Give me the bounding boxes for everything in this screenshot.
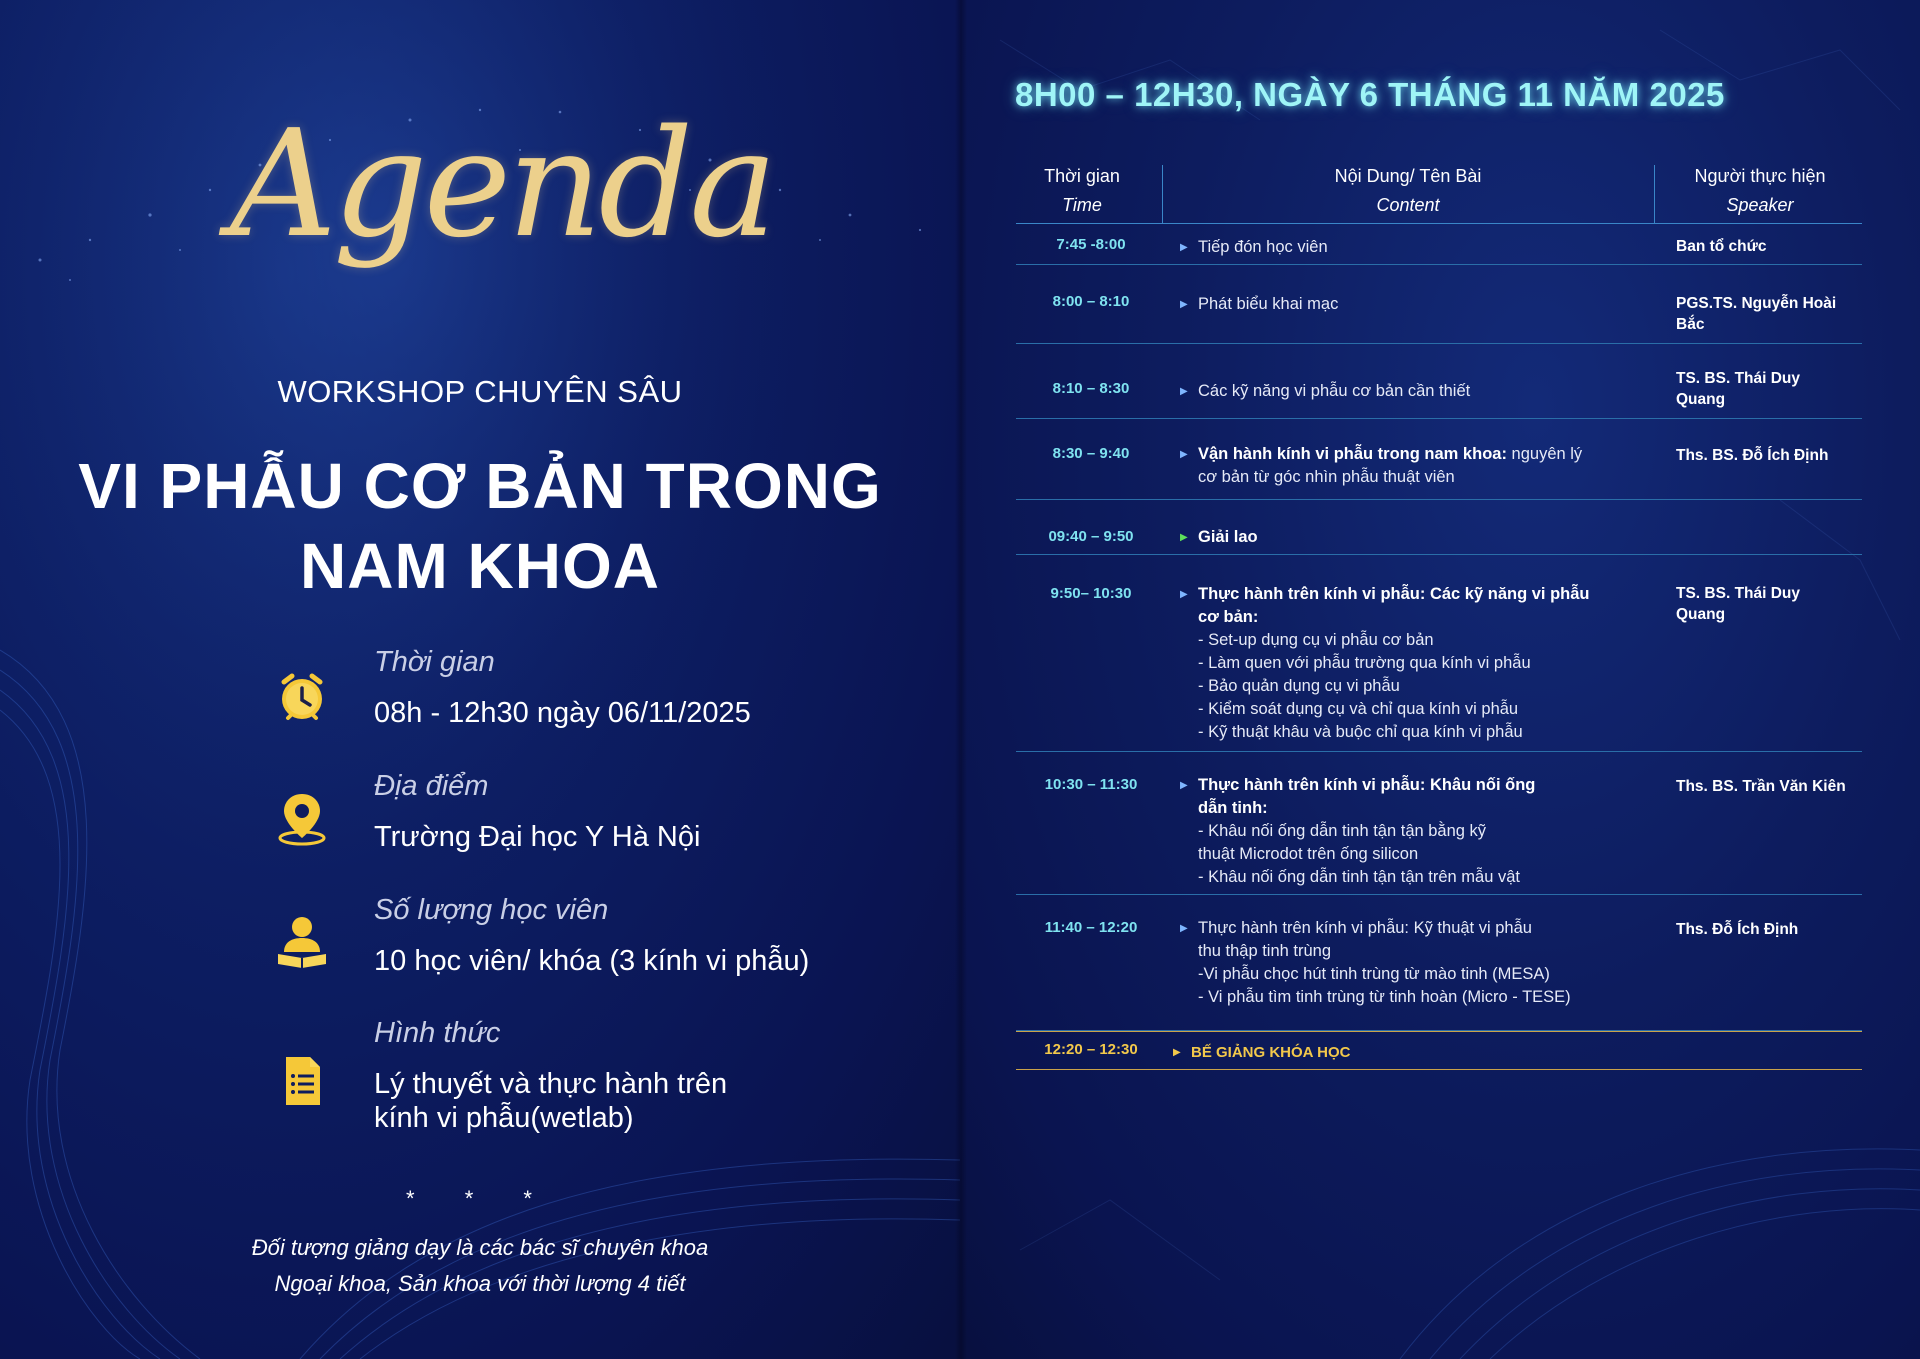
row-content: [1180, 526, 1638, 549]
triangle-bullet-icon: ▶: [1173, 1047, 1181, 1058]
info-time-value: 08h - 12h30 ngày 06/11/2025: [374, 697, 751, 729]
row-content-line1: Thực hành trên kính vi phẫu: Kỹ thuật vi phẫu: [1198, 919, 1532, 937]
info-time: [272, 646, 912, 746]
alarm-clock-icon: [272, 666, 332, 726]
row-content: [1180, 236, 1638, 259]
row-content: [1180, 293, 1638, 316]
row-content-bold: cơ bản:: [1198, 608, 1259, 626]
triangle-bullet-icon: ▶: [1180, 589, 1188, 600]
row-speaker-line2: Bắc: [1676, 316, 1705, 333]
row-content-bold: Giải lao: [1198, 528, 1258, 546]
row-content-text: Các kỹ năng vi phẫu cơ bản cần thiết: [1198, 382, 1471, 400]
info-location-label: Địa điểm: [374, 770, 489, 802]
workshop-title-line1: VI PHẪU CƠ BẢN TRONG: [78, 450, 882, 522]
location-pin-icon: [272, 788, 332, 848]
info-time-label: Thời gian: [374, 646, 495, 678]
info-format-label: Hình thức: [374, 1017, 501, 1049]
closing-rule: [1016, 1031, 1862, 1032]
target-audience-line2: Ngoại khoa, Sản khoa với thời lượng 4 tiết: [274, 1271, 686, 1296]
row-time: 11:40 – 12:20: [1044, 919, 1138, 936]
row-speaker: Ths. BS. Đỗ Ích Định: [1676, 447, 1829, 464]
row-content: [1180, 380, 1638, 403]
row-content-bold: dẫn tinh:: [1198, 799, 1268, 817]
info-students-value: 10 học viên/ khóa (3 kính vi phẫu): [374, 945, 810, 977]
row-content-line2: thu thập tinh trùng: [1198, 942, 1332, 960]
row-speaker: Ban tổ chức: [1676, 238, 1767, 255]
row-content: [1173, 1041, 1631, 1064]
triangle-bullet-icon: ▶: [1180, 532, 1188, 543]
target-audience-note: [0, 1230, 960, 1302]
header-speaker-vi: Người thực hiện: [1694, 166, 1826, 186]
document-list-icon: [272, 1051, 332, 1111]
info-location-value: Trường Đại học Y Hà Nội: [374, 821, 701, 853]
table-row: [1016, 265, 1862, 344]
target-audience-line1: Đối tượng giảng dạy là các bác sĩ chuyên khoa: [251, 1235, 709, 1260]
row-content-item: - Kiểm soát dụng cụ và chỉ qua kính vi phẫu: [1198, 700, 1519, 718]
info-students-label: Số lượng học viên: [374, 894, 609, 926]
schedule-date-heading: 8H00 – 12H30, NGÀY 6 THÁNG 11 NĂM 2025: [1015, 76, 1725, 113]
workshop-title-line2: NAM KHOA: [300, 530, 660, 602]
agenda-title: Agenda: [230, 98, 774, 270]
triangle-bullet-icon: ▶: [1180, 923, 1188, 934]
row-time: 7:45 -8:00: [1056, 236, 1126, 253]
row-speaker-line2: Quang: [1676, 606, 1726, 623]
table-row-closing: [1016, 1031, 1862, 1070]
triangle-bullet-icon: ▶: [1180, 780, 1188, 791]
row-content: [1180, 443, 1638, 489]
workshop-title: [40, 446, 920, 606]
row-time: 9:50– 10:30: [1050, 585, 1132, 602]
row-time: 09:40 – 9:50: [1048, 528, 1134, 545]
info-format: [272, 1017, 912, 1134]
row-content-bold: Thực hành trên kính vi phẫu: Khâu nối ống: [1198, 776, 1536, 794]
row-speaker: [1676, 368, 1862, 410]
triangle-bullet-icon: ▶: [1180, 386, 1188, 397]
table-row: [1016, 555, 1862, 752]
row-speaker: [1676, 293, 1862, 335]
row-content: [1180, 774, 1638, 889]
row-content-item: -Vi phẫu chọc hút tinh trùng từ mào tinh (MESA): [1198, 965, 1550, 983]
info-format-value-line1: Lý thuyết và thực hành trên: [374, 1068, 728, 1100]
row-speaker-line1: PGS.TS. Nguyễn Hoài: [1676, 295, 1837, 312]
row-time: 8:00 – 8:10: [1052, 293, 1130, 310]
info-students: [272, 894, 912, 994]
row-content: [1180, 917, 1638, 1009]
table-row: [1016, 752, 1862, 895]
row-content-bold: Thực hành trên kính vi phẫu: Các kỹ năng vi phẫu: [1198, 585, 1590, 603]
row-content-item: - Khâu nối ống dẫn tinh tận tận bằng kỹ: [1198, 822, 1487, 840]
table-row: [1016, 895, 1862, 1031]
row-content: [1180, 583, 1638, 744]
row-time: 12:20 – 12:30: [1044, 1041, 1138, 1058]
row-content-item: - Set-up dụng cụ vi phẫu cơ bản: [1198, 631, 1434, 649]
row-content-bold: Vận hành kính vi phẫu trong nam khoa:: [1198, 445, 1507, 463]
row-speaker: Ths. Đỗ Ích Định: [1676, 921, 1799, 938]
row-speaker: [1676, 583, 1862, 625]
row-content-item: - Bảo quản dụng cụ vi phẫu: [1198, 677, 1400, 695]
row-speaker-line1: TS. BS. Thái Duy: [1676, 585, 1801, 602]
row-time: 8:30 – 9:40: [1052, 445, 1130, 462]
row-speaker-line2: Quang: [1676, 391, 1726, 408]
header-time-vi: Thời gian: [1044, 166, 1120, 186]
row-time: 10:30 – 11:30: [1044, 776, 1138, 793]
header-content-vi: Nội Dung/ Tên Bài: [1334, 166, 1482, 186]
table-row: [1016, 419, 1862, 500]
header-content-en: Content: [1376, 195, 1440, 215]
triangle-bullet-icon: ▶: [1180, 449, 1188, 460]
table-row: [1016, 500, 1862, 555]
row-content-text: Tiếp đón học viên: [1198, 238, 1328, 256]
row-content-text: Phát biểu khai mạc: [1198, 295, 1339, 313]
info-format-value: [374, 1067, 854, 1135]
student-reading-icon: [272, 912, 332, 972]
row-speaker-line1: TS. BS. Thái Duy: [1676, 370, 1801, 387]
row-content-item: - Kỹ thuật khâu và buộc chỉ qua kính vi phẫu: [1198, 723, 1523, 741]
header-time-en: Time: [1062, 195, 1102, 215]
info-format-value-line2: kính vi phẫu(wetlab): [374, 1102, 634, 1134]
table-row: [1016, 344, 1862, 419]
table-row: [1016, 224, 1862, 265]
row-time: 8:10 – 8:30: [1052, 380, 1130, 397]
info-location: [272, 770, 912, 870]
row-speaker: Ths. BS. Trần Văn Kiên: [1676, 778, 1846, 795]
row-content-rest: nguyên lý: [1506, 445, 1583, 463]
page-fold-shadow: [955, 0, 967, 1359]
workshop-subtitle: WORKSHOP CHUYÊN SÂU: [277, 374, 683, 409]
header-content: [1162, 162, 1654, 220]
row-content-text: BẾ GIẢNG KHÓA HỌC: [1191, 1044, 1351, 1061]
triangle-bullet-icon: ▶: [1180, 242, 1188, 253]
header-speaker-en: Speaker: [1726, 195, 1794, 215]
header-time: [1016, 162, 1148, 220]
header-speaker: [1654, 162, 1866, 220]
row-content-item: - Làm quen với phẫu trường qua kính vi phẫu: [1198, 654, 1531, 672]
triangle-bullet-icon: ▶: [1180, 299, 1188, 310]
separator-stars: * * *: [406, 1186, 554, 1211]
row-content-item: - Khâu nối ống dẫn tinh tận tận trên mẫu vật: [1198, 868, 1520, 886]
row-content-item: thuật Microdot trên ống silicon: [1198, 845, 1419, 863]
row-content-line2: cơ bản từ góc nhìn phẫu thuật viên: [1198, 468, 1455, 486]
row-content-item: - Vi phẫu tìm tinh trùng từ tinh hoàn (Micro - TESE): [1198, 988, 1571, 1006]
